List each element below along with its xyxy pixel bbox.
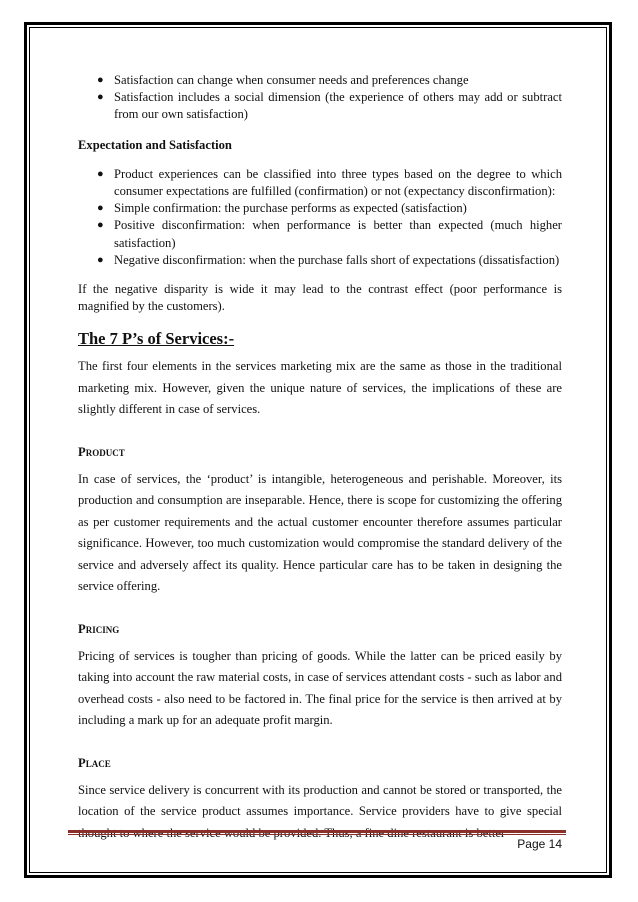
pricing-heading: Pricing bbox=[78, 621, 120, 636]
bullet-icon: ● bbox=[97, 91, 104, 104]
expectation-heading: Expectation and Satisfaction bbox=[78, 137, 232, 152]
product-paragraph: In case of services, the ‘product’ is intangible, heterogeneous and perishable. Moreover, its production and consumption are inseparable. Hence, there is scope for customizing the offering as per customer requirements and the actual customer encounter therefore assumes particular significance. However, too much customization would compromise the standard delivery of the service and adversely affect its quality. Hence particular care has to be taken in designing the service offering. bbox=[78, 471, 562, 594]
list-item: ● Negative disconfirmation: when the purchase falls short of expectations (dissatisfaction) bbox=[114, 252, 562, 269]
product-heading: Product bbox=[78, 444, 125, 459]
footer-rule-thin bbox=[68, 834, 566, 835]
page-number: Page 14 bbox=[517, 837, 562, 851]
seven-ps-heading: The 7 P’s of Services:- bbox=[78, 329, 235, 349]
expectation-bullets bbox=[78, 166, 562, 269]
bullet-icon: ● bbox=[97, 202, 104, 215]
bullet-icon: ● bbox=[97, 74, 104, 86]
pricing-paragraph: Pricing of services is tougher than pricing of goods. While the latter can be priced easily by taking into account the raw material costs, in case of services attendant costs - such as labor and overhead costs - also need to be factored in. The final price for the service is then arrived at by including a mark up for an adequate profit margin. bbox=[78, 648, 562, 728]
bullet-icon: ● bbox=[97, 253, 104, 266]
seven-ps-intro: The first four elements in the services marketing mix are the same as those in the traditional marketing mix. However, given the unique nature of services, the implications of these are slightly different in case of services. bbox=[78, 359, 562, 417]
list-item: ● Simple confirmation: the purchase performs as expected (satisfaction) bbox=[114, 200, 562, 217]
negative-disparity-paragraph: If the negative disparity is wide it may lead to the contrast effect (poor performance is magnified by the customers). bbox=[78, 282, 562, 314]
place-paragraph: Since service delivery is concurrent with its production and cannot be stored or transported, the location of the service product assumes importance. Service providers have to give special bbox=[78, 782, 562, 819]
list-item: ● Satisfaction includes a social dimension (the experience of others may add or subtract from our own satisfaction) bbox=[97, 90, 562, 122]
place-heading: Place bbox=[78, 755, 111, 770]
bullet-icon: ● bbox=[97, 219, 104, 232]
satisfaction-bullets bbox=[78, 72, 562, 124]
document-body bbox=[78, 72, 562, 844]
list-item: ● Product experiences can be classified into three types based on the degree to which consumer expectations are fulfilled (confirmation) or not (expectancy disconfirmation): bbox=[97, 166, 562, 199]
bullet-icon: ● bbox=[97, 167, 104, 180]
footer-rule bbox=[68, 830, 566, 833]
list-item: ● Satisfaction can change when consumer needs and preferences change bbox=[114, 72, 562, 89]
list-item: ● Positive disconfirmation: when performance is better than expected (much higher satisfaction) bbox=[97, 218, 562, 250]
